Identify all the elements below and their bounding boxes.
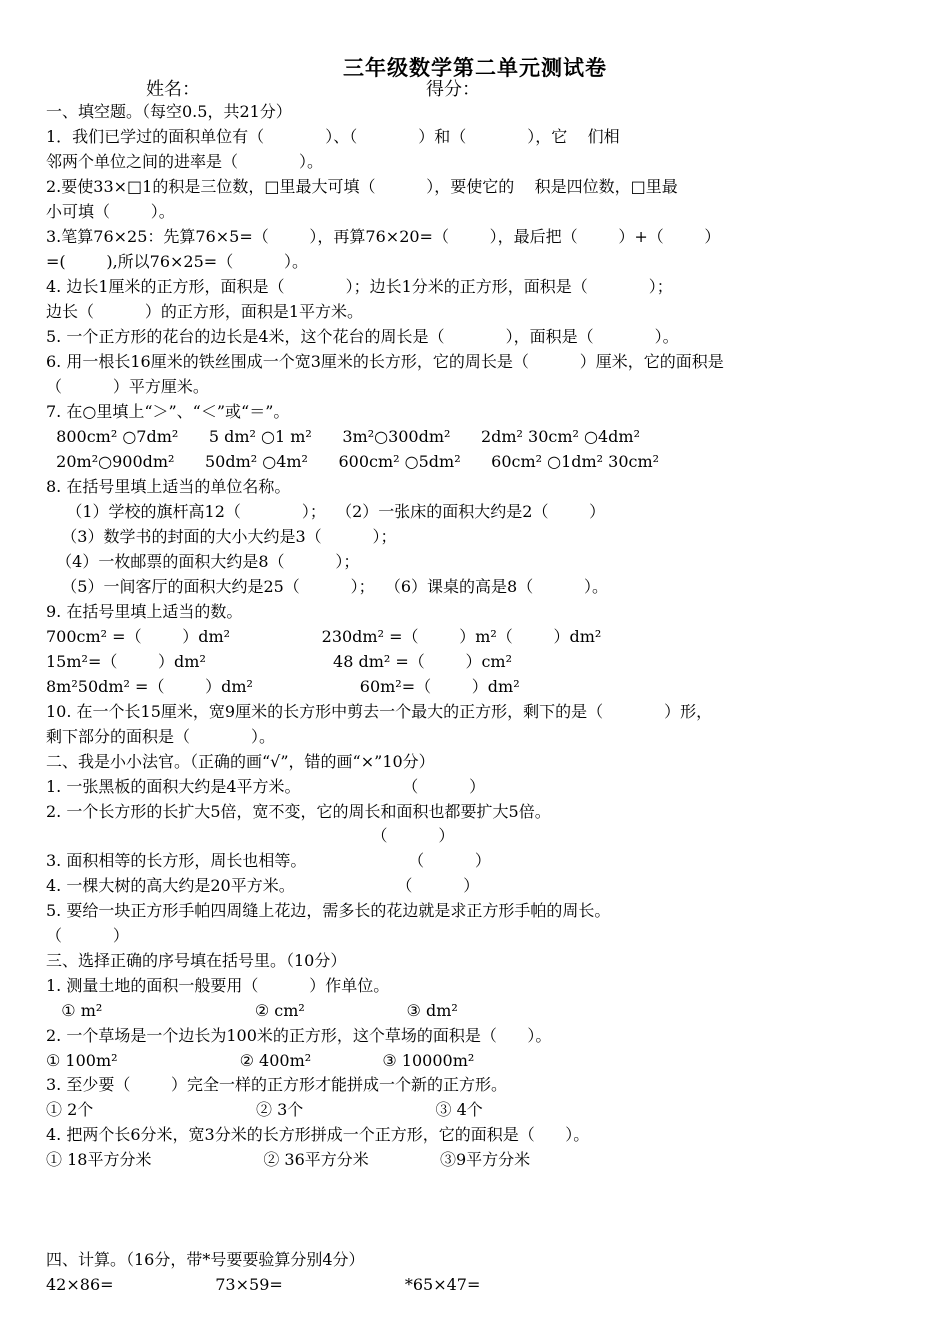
conversion-row: 15m²=（ ）dm² 48 dm² =（ ）cm²: [46, 652, 513, 671]
question-line: （3）数学书的封面的大小大约是3（ ）；: [46, 527, 397, 546]
choice-question: 2. 一个草场是一个边长为100米的正方形，这个草场的面积是（ ）。: [46, 1026, 552, 1045]
question-line: （ ）平方厘米。: [46, 377, 209, 396]
judge-item: 1. 一张黑板的面积大约是4平方米。 （ ）: [46, 777, 486, 796]
question-line: 小可填（ ）。: [46, 202, 175, 221]
name-label: 姓名：: [146, 79, 200, 100]
conversion-row: 8m²50dm² =（ ）dm² 60m²=（ ）dm²: [46, 677, 520, 696]
question-line: 6. 用一根长16厘米的铁丝围成一个宽3厘米的长方形，它的周长是（ ）厘米，它的面积是: [46, 352, 724, 371]
section-3-heading: 三、选择正确的序号填在括号里。（10分）: [46, 951, 347, 970]
judge-item: 4. 一棵大树的高大约是20平方米。 （ ）: [46, 876, 480, 895]
question-line: 9. 在括号里填上适当的数。: [46, 602, 243, 621]
judge-item: 3. 面积相等的长方形，周长也相等。 （ ）: [46, 851, 491, 870]
question-line: 边长（ ）的正方形，面积是1平方米。: [46, 302, 364, 321]
question-line: 8. 在括号里填上适当的单位名称。: [46, 477, 291, 496]
compare-row: 800cm² ○7dm² 5 dm² ○1 m² 3m²○300dm² 2dm² 30cm² ○4dm²: [46, 427, 640, 446]
choice-question: 4. 把两个长6分米，宽3分米的长方形拼成一个正方形，它的面积是（ ）。: [46, 1125, 590, 1144]
score-label: 得分：: [426, 79, 480, 100]
question-line: 邻两个单位之间的进率是（ ）。: [46, 152, 324, 171]
compare-row: 20m²○900dm² 50dm² ○4m² 600cm² ○5dm² 60cm² ○1dm² 30cm²: [46, 452, 660, 471]
question-line: （5）一间客厅的面积大约是25（ ）； （6）课桌的高是8（ ）。: [46, 577, 609, 596]
choice-options: ① m² ② cm² ③ dm²: [46, 1001, 458, 1020]
choice-options: ① 100m² ② 400m² ③ 10000m²: [46, 1051, 475, 1070]
question-line: 7. 在○里填上“＞”、“＜”或“＝”。: [46, 402, 290, 421]
question-line: （1）学校的旗杆高12（ ）； （2）一张床的面积大约是2（ ）: [46, 502, 606, 521]
page-title: 三年级数学第二单元测试卷: [343, 55, 607, 80]
section-4-heading: 四、计算。（16分，带*号要要验算分别4分）: [46, 1250, 365, 1269]
choice-options: ① 18平方分米 ② 36平方分米 ③9平方分米: [46, 1150, 531, 1169]
question-line: 4. 边长1厘米的正方形，面积是（ ）；边长1分米的正方形，面积是（ ）；: [46, 277, 673, 296]
question-line: =( ),所以76×25=（ ）。: [46, 252, 309, 271]
judge-item: （ ）: [46, 826, 455, 845]
question-line: （4）一枚邮票的面积大约是8（ ）；: [46, 552, 360, 571]
question-line: 5. 一个正方形的花台的边长是4米，这个花台的周长是（ ），面积是（ ）。: [46, 327, 679, 346]
judge-item: 2. 一个长方形的长扩大5倍，宽不变，它的周长和面积也都要扩大5倍。: [46, 802, 551, 821]
calc-row: 42×86= 73×59= *65×47=: [46, 1275, 481, 1294]
question-line: 剩下部分的面积是（ ）。: [46, 727, 276, 746]
judge-item: （ ）: [46, 926, 129, 945]
question-line: 1．我们已学过的面积单位有（ ）、（ ）和（ ），它 们相: [46, 127, 620, 146]
question-line: 3.笔算76×25：先算76×5=（ ），再算76×20=（ ），最后把（ ）+（ ）: [46, 227, 721, 246]
section-1-heading: 一、填空题。（每空0.5，共21分）: [46, 102, 292, 121]
question-line: 10. 在一个长15厘米，宽9厘米的长方形中剪去一个最大的正方形，剩下的是（ ）形，: [46, 702, 713, 721]
choice-options: ① 2个 ② 3个 ③ 4个: [46, 1100, 483, 1119]
conversion-row: 700cm² =（ ）dm² 230dm² =（ ）m²（ ）dm²: [46, 627, 602, 646]
question-line: 2.要使33×□1的积是三位数，□里最大可填（ ），要使它的 积是四位数，□里最: [46, 177, 678, 196]
section-2-heading: 二、我是小小法官。（正确的画“√”，错的画“×”10分）: [46, 752, 435, 771]
choice-question: 1. 测量土地的面积一般要用（ ）作单位。: [46, 976, 390, 995]
judge-item: 5. 要给一块正方形手帕四周缝上花边，需多长的花边就是求正方形手帕的周长。: [46, 901, 611, 920]
choice-question: 3. 至少要（ ）完全一样的正方形才能拼成一个新的正方形。: [46, 1075, 508, 1094]
